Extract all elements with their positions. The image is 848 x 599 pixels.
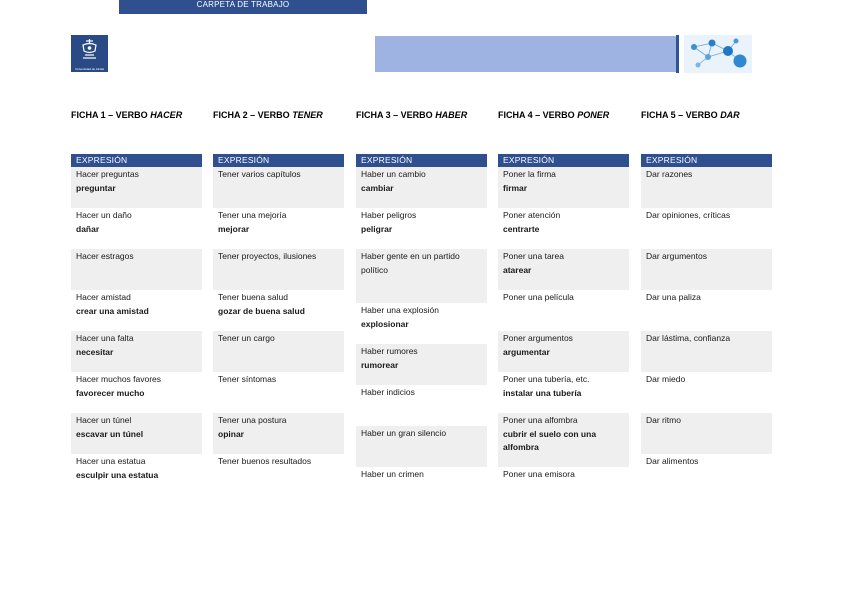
- table-row: [213, 331, 344, 372]
- table-header: EXPRESIÓN: [498, 154, 629, 167]
- equivalent-verb: rumorear: [361, 359, 399, 370]
- table-row: [498, 249, 629, 290]
- expression-table: [71, 154, 202, 484]
- equivalent-verb: explosionar: [361, 318, 409, 329]
- table-row: [71, 454, 202, 484]
- equivalent-verb: favorecer mucho: [76, 387, 145, 398]
- table-row: [356, 344, 487, 385]
- expression-text: Hacer una falta: [76, 333, 134, 343]
- equivalent-verb: esculpir una estatua: [76, 469, 159, 480]
- table-row: [213, 372, 344, 413]
- expression-text: Tener síntomas: [218, 374, 277, 384]
- equivalent-verb: atarear: [503, 264, 532, 275]
- expression-text: Tener buena salud: [218, 292, 288, 302]
- table-row: [213, 208, 344, 249]
- ficha-column-haber: [356, 108, 487, 479]
- expression-table: [498, 154, 629, 497]
- expression-text: Dar ritmo: [646, 415, 681, 425]
- equivalent-verb: gozar de buena salud: [218, 305, 305, 316]
- table-row: [641, 167, 772, 208]
- expression-text: Tener buenos resultados: [218, 456, 312, 466]
- expression-text: Dar razones: [646, 169, 693, 179]
- logo-caption: Universidad de Alcalá: [75, 67, 104, 71]
- ficha-column-dar: [641, 108, 772, 466]
- expression-text: Hacer una estatua: [76, 456, 146, 466]
- expression-text: Haber gente en un partido político: [361, 251, 460, 275]
- table-row: [71, 331, 202, 372]
- expression-text: Poner una tarea: [503, 251, 564, 261]
- ficha-title: FICHA 3 – VERBO HABER: [356, 110, 468, 120]
- expression-text: Poner una emisora: [503, 469, 575, 479]
- table-row: [641, 208, 772, 249]
- expression-text: Dar alimentos: [646, 456, 699, 466]
- table-header: EXPRESIÓN: [356, 154, 487, 167]
- table-row: [71, 290, 202, 331]
- table-row: [641, 372, 772, 413]
- expression-text: Haber un cambio: [361, 169, 426, 179]
- expression-text: Poner argumentos: [503, 333, 573, 343]
- table-row: [641, 249, 772, 290]
- header-bar-divider: [676, 35, 679, 73]
- ficha-column-hacer: [71, 108, 202, 480]
- table-row: [498, 167, 629, 208]
- document-banner: CARPETA DE TRABAJO: [119, 0, 367, 14]
- table-row: [641, 413, 772, 454]
- equivalent-verb: cubrir el suelo con una alfombra: [503, 428, 597, 452]
- expression-text: Poner atención: [503, 210, 561, 220]
- expression-text: Dar argumentos: [646, 251, 707, 261]
- equivalent-verb: crear una amistad: [76, 305, 149, 316]
- equivalent-verb: escavar un túnel: [76, 428, 144, 439]
- header-decorative-bar: [375, 36, 676, 72]
- expression-table: [213, 154, 344, 484]
- expression-text: Tener proyectos, ilusiones: [218, 251, 317, 261]
- expression-text: Dar lástima, confianza: [646, 333, 731, 343]
- expression-text: Hacer amistad: [76, 292, 131, 302]
- expression-text: Hacer un daño: [76, 210, 132, 220]
- table-row: [71, 413, 202, 454]
- expression-text: Tener una postura: [218, 415, 287, 425]
- expression-text: Poner una tubería, etc.: [503, 374, 590, 384]
- table-row: [498, 413, 629, 467]
- expression-text: Dar opiniones, críticas: [646, 210, 731, 220]
- university-logo: [71, 35, 108, 72]
- table-header: EXPRESIÓN: [641, 154, 772, 167]
- ficha-column-poner: [498, 108, 629, 479]
- equivalent-verb: opinar: [218, 428, 244, 439]
- table-row: [213, 249, 344, 290]
- equivalent-verb: dañar: [76, 223, 100, 234]
- ficha-title: FICHA 5 – VERBO DAR: [641, 110, 740, 120]
- table-row: [213, 167, 344, 208]
- equivalent-verb: peligrar: [361, 223, 393, 234]
- table-row: [641, 454, 772, 484]
- table-header: EXPRESIÓN: [71, 154, 202, 167]
- ficha-title: FICHA 2 – VERBO TENER: [213, 110, 323, 120]
- ficha-title: FICHA 1 – VERBO HACER: [71, 110, 183, 120]
- table-row: [356, 467, 487, 497]
- expression-text: Haber una explosión: [361, 305, 439, 315]
- table-row: [356, 426, 487, 467]
- ficha-column-tener: [213, 108, 344, 466]
- table-row: [213, 290, 344, 331]
- expression-text: Poner una película: [503, 292, 574, 302]
- equivalent-verb: cambiar: [361, 182, 394, 193]
- table-row: [641, 290, 772, 331]
- expression-text: Haber un gran silencio: [361, 428, 447, 438]
- expression-text: Hacer un túnel: [76, 415, 132, 425]
- table-row: [498, 372, 629, 413]
- table-header: EXPRESIÓN: [213, 154, 344, 167]
- expression-text: Tener un cargo: [218, 333, 275, 343]
- expression-table: [356, 154, 487, 497]
- expression-text: Hacer muchos favores: [76, 374, 162, 384]
- table-row: [498, 208, 629, 249]
- expression-text: Haber rumores: [361, 346, 418, 356]
- table-row: [213, 413, 344, 454]
- expression-table: [641, 154, 772, 484]
- table-row: [71, 167, 202, 208]
- expression-text: Hacer preguntas: [76, 169, 139, 179]
- expression-text: Tener una mejoría: [218, 210, 287, 220]
- expression-text: Tener varios capítulos: [218, 169, 301, 179]
- equivalent-verb: necesitar: [76, 346, 114, 357]
- table-row: [71, 372, 202, 413]
- table-row: [498, 467, 629, 497]
- table-row: [213, 454, 344, 484]
- crest-icon: [71, 35, 108, 65]
- table-row: [356, 167, 487, 208]
- expression-text: Dar miedo: [646, 374, 686, 384]
- equivalent-verb: argumentar: [503, 346, 550, 357]
- expression-text: Haber indicios: [361, 387, 415, 397]
- expression-text: Hacer estragos: [76, 251, 134, 261]
- expression-text: Dar una paliza: [646, 292, 701, 302]
- expression-text: Haber peligros: [361, 210, 417, 220]
- table-row: [356, 385, 487, 426]
- expression-text: Poner una alfombra: [503, 415, 578, 425]
- expression-text: Poner la firma: [503, 169, 556, 179]
- equivalent-verb: centrarte: [503, 223, 540, 234]
- molecule-image: [684, 35, 752, 73]
- equivalent-verb: instalar una tubería: [503, 387, 582, 398]
- table-row: [71, 208, 202, 249]
- ficha-title: FICHA 4 – VERBO PONER: [498, 110, 610, 120]
- table-row: [498, 331, 629, 372]
- table-row: [498, 290, 629, 331]
- table-row: [356, 208, 487, 249]
- table-row: [71, 249, 202, 290]
- table-row: [356, 249, 487, 303]
- equivalent-verb: mejorar: [218, 223, 250, 234]
- expression-text: Haber un crimen: [361, 469, 424, 479]
- equivalent-verb: firmar: [503, 182, 528, 193]
- equivalent-verb: preguntar: [76, 182, 116, 193]
- table-row: [356, 303, 487, 344]
- table-row: [641, 331, 772, 372]
- molecule-icon: [684, 35, 752, 73]
